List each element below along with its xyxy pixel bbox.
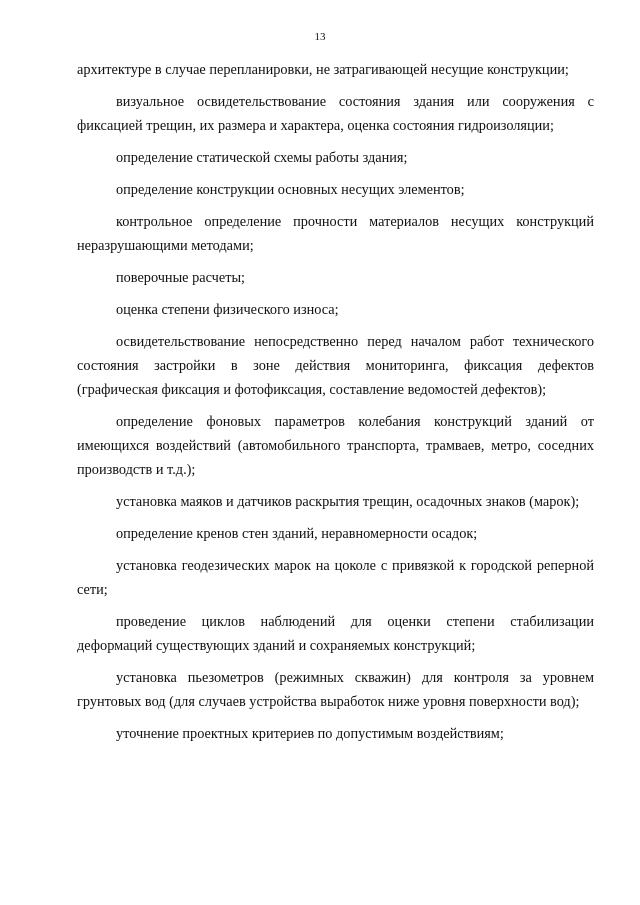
paragraph: установка геодезических марок на цоколе с привязкой к городской реперной сети; (77, 558, 594, 598)
paragraph: определение конструкции основных несущих элементов; (116, 182, 465, 198)
paragraph: визуальное освидетельствование состояния здания или сооружения с фиксацией трещин, их размера и характера, оценка состояния гидроизоляции; (77, 94, 594, 134)
paragraph: установка пьезометров (режимных скважин) для контроля за уровнем грунтовых вод (для случаев устройства выработок ниже уровня поверхности вод); (77, 670, 594, 710)
paragraph: контрольное определение прочности материалов несущих конструкций неразрушающими методами; (77, 214, 594, 254)
page-number: 13 (314, 31, 326, 43)
paragraph: оценка степени физического износа; (116, 302, 339, 318)
paragraph: поверочные расчеты; (116, 270, 246, 286)
paragraph: освидетельствование непосредственно перед началом работ технического состояния застройки в зоне действия мониторинга, фиксация дефектов (графическая фиксация и фотофиксация, составление ведомостей дефектов); (77, 334, 594, 398)
paragraph: определение кренов стен зданий, неравномерности осадок; (116, 526, 478, 542)
paragraph: уточнение проектных критериев по допустимым воздействиям; (116, 726, 504, 742)
paragraph: архитектуре в случае перепланировки, не затрагивающей несущие конструкции; (77, 62, 569, 78)
paragraph: определение фоновых параметров колебания конструкций зданий от имеющихся воздействий (автомобильного транспорта, трамваев, метро, соседних производств и т.д.); (77, 414, 594, 478)
document-body (77, 58, 594, 754)
paragraph: установка маяков и датчиков раскрытия трещин, осадочных знаков (марок); (116, 494, 580, 510)
paragraph: проведение циклов наблюдений для оценки степени стабилизации деформаций существующих зданий и сохраняемых конструкций; (77, 614, 594, 654)
paragraph: определение статической схемы работы здания; (116, 150, 408, 166)
